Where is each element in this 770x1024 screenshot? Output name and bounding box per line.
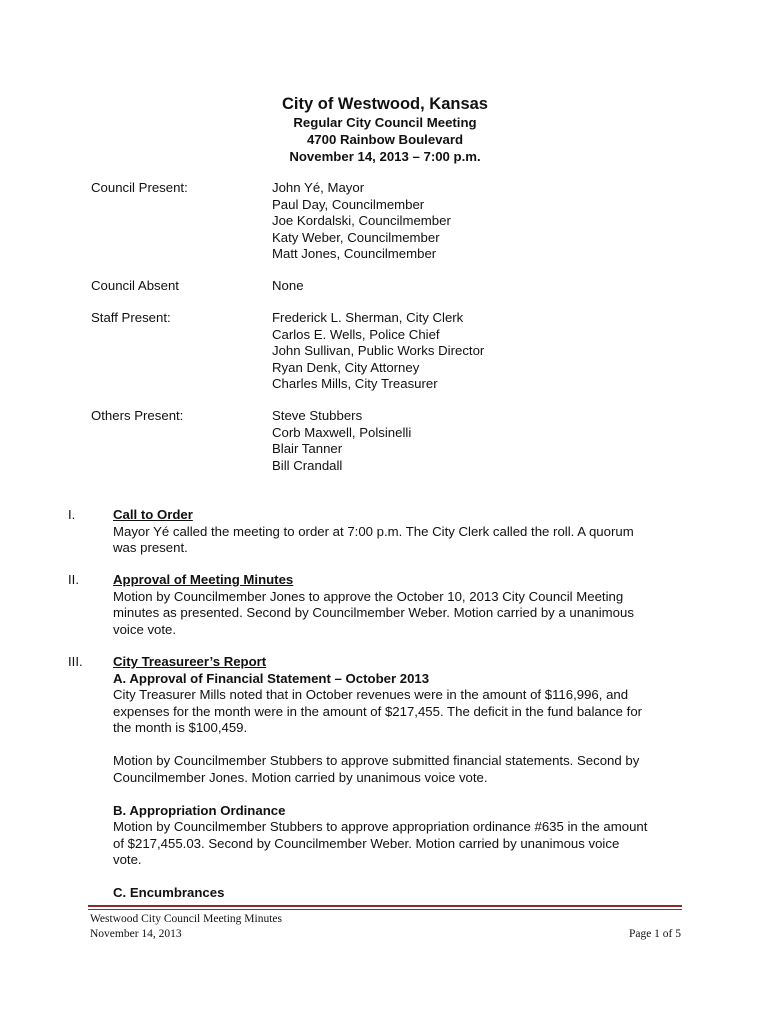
subsection-heading-financial-statement: A. Approval of Financial Statement – October 2013 <box>113 670 430 686</box>
paragraph-gap <box>113 737 688 754</box>
council-present-list <box>272 180 672 263</box>
section-heading: Call to Order <box>113 507 193 522</box>
section-body <box>113 507 688 557</box>
section-line: voice vote. <box>113 621 177 637</box>
attendee: Matt Jones, Councilmember <box>272 246 437 261</box>
subsection-heading-appropriation: B. Appropriation Ordinance <box>113 802 286 818</box>
attendee: Charles Mills, City Treasurer <box>272 376 438 391</box>
meeting-date-time: November 14, 2013 – 7:00 p.m. <box>289 149 481 164</box>
attendee: Blair Tanner <box>272 441 343 456</box>
attendee: Frederick L. Sherman, City Clerk <box>272 310 464 325</box>
section-line: Motion by Councilmember Jones to approve the October 10, 2013 City Council Meeting <box>113 588 624 604</box>
section-line: the month is $100,459. <box>113 720 248 735</box>
attendee: Ryan Denk, City Attorney <box>272 359 420 375</box>
section-line: vote. <box>113 852 142 867</box>
attendee: John Yé, Mayor <box>272 180 365 195</box>
section-line: Councilmember Jones. Motion carried by unanimous voice vote. <box>113 769 488 785</box>
council-absent-label: Council Absent <box>91 278 179 293</box>
section-heading: Approval of Meeting Minutes <box>113 572 294 587</box>
attendee: Steve Stubbers <box>272 408 363 423</box>
section-line: was present. <box>113 540 188 555</box>
attendee: Joe Kordalski, Councilmember <box>272 213 451 228</box>
section-line: of $217,455.03. Second by Councilmember Weber. Motion carried by unanimous voice <box>113 835 620 851</box>
footer-doc-date: November 14, 2013 <box>90 928 182 940</box>
footer-doc-title: Westwood City Council Meeting Minutes <box>90 913 283 925</box>
others-present-list <box>272 408 672 474</box>
staff-present-list <box>272 310 672 393</box>
section-line: City Treasurer Mills noted that in October revenues were in the amount of $116,996, and <box>113 687 629 702</box>
section-body <box>113 654 688 902</box>
attendee: Corb Maxwell, Polsinelli <box>272 424 412 440</box>
section-line: Mayor Yé called the meeting to order at 7:00 p.m. The City Clerk called the roll. A quorum <box>113 523 634 539</box>
attendee: Carlos E. Wells, Police Chief <box>272 326 440 342</box>
section-heading: City Treasureer’s Report <box>113 654 267 669</box>
footer-divider <box>88 905 682 907</box>
footer-page-number: Page 1 of 5 <box>628 928 681 940</box>
paragraph-gap <box>113 869 688 886</box>
meeting-type: Regular City Council Meeting <box>293 115 477 130</box>
attendee: Bill Crandall <box>272 457 343 473</box>
paragraph-gap <box>113 786 688 803</box>
document-title: City of Westwood, Kansas <box>282 95 488 113</box>
section-line: Motion by Councilmember Stubbers to approve submitted financial statements. Second by <box>113 753 640 768</box>
section-line: expenses for the month were in the amount of $217,455. The deficit in the fund balance for <box>113 703 643 719</box>
document-header <box>0 94 770 165</box>
others-present-label: Others Present: <box>91 408 184 423</box>
footer-divider <box>88 909 682 910</box>
council-present-label: Council Present: <box>91 180 188 195</box>
section-line: Motion by Councilmember Stubbers to approve appropriation ordinance #635 in the amount <box>113 819 648 834</box>
subsection-heading-encumbrances: C. Encumbrances <box>113 885 225 900</box>
meeting-address: 4700 Rainbow Boulevard <box>306 132 464 147</box>
attendee: None <box>272 278 304 293</box>
footer-left <box>90 912 282 942</box>
attendee: Paul Day, Councilmember <box>272 196 425 212</box>
section-numeral: I. <box>68 507 76 522</box>
attendee: Katy Weber, Councilmember <box>272 229 440 245</box>
section-numeral: II. <box>68 572 79 587</box>
section-numeral: III. <box>68 654 83 669</box>
attendee: John Sullivan, Public Works Director <box>272 343 485 358</box>
council-absent-list <box>272 278 672 295</box>
section-line: minutes as presented. Second by Councilmember Weber. Motion carried by a unanimous <box>113 605 634 620</box>
section-body <box>113 572 688 638</box>
staff-present-label: Staff Present: <box>91 310 171 325</box>
